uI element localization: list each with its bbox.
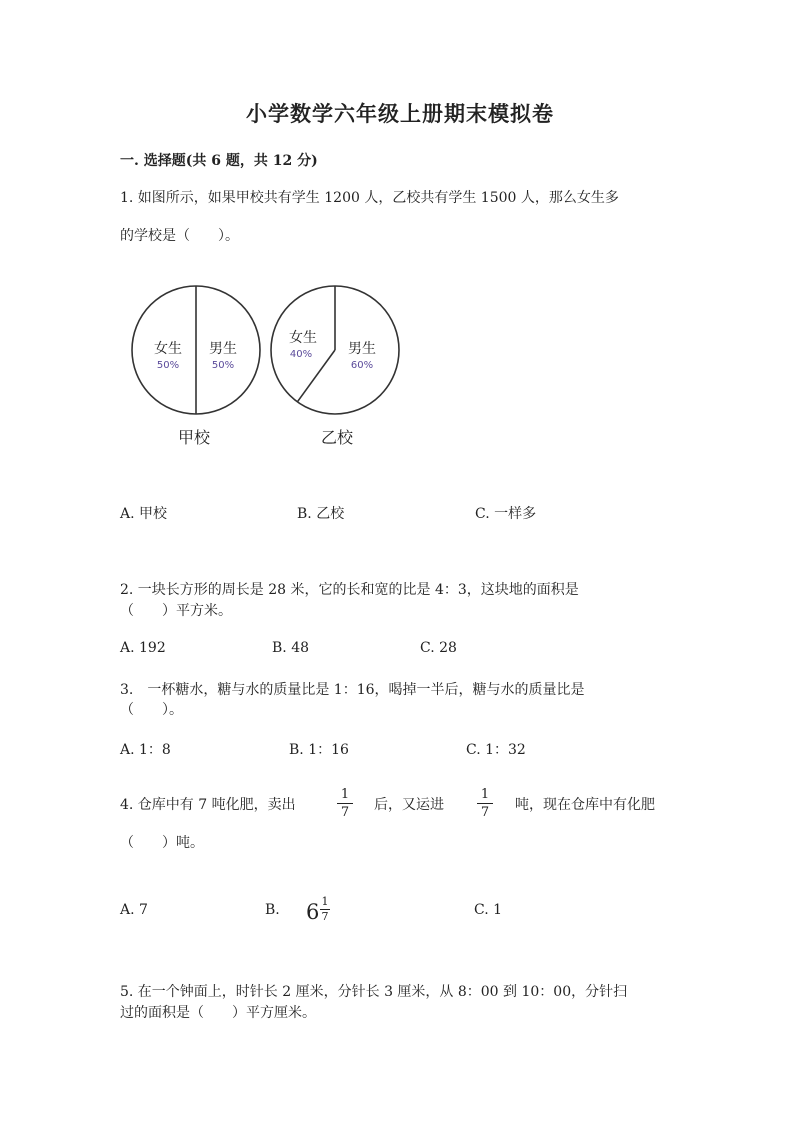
q1-text-line1: 1. 如图所示，如果甲校共有学生 1200 人，乙校共有学生 1500 人，那么女生多 — [120, 190, 619, 206]
q3-option-a[interactable]: A. 1：8 — [120, 742, 171, 758]
page-title: 小学数学六年级上册期末模拟卷 — [246, 101, 554, 126]
q2-text-line2: （ ）平方米。 — [120, 603, 232, 619]
pie-b-female-label: 女生 — [289, 330, 317, 346]
q4-option-c[interactable]: C. 1 — [474, 902, 503, 918]
pie-b-name: 乙校 — [320, 428, 354, 447]
pie-chart-school-a — [132, 286, 260, 447]
pie-a-male-pct: 50% — [211, 360, 235, 371]
q3-text-line2: （ ）。 — [120, 702, 183, 718]
q4-option-a[interactable]: A. 7 — [120, 902, 148, 918]
q3-option-c[interactable]: C. 1：32 — [466, 742, 526, 758]
pie-b-male-label: 男生 — [348, 341, 376, 357]
q4-option-b-mixed-number[interactable] — [306, 896, 334, 930]
pie-a-female-pct: 50% — [156, 360, 180, 371]
q4-option-b-num: 1 — [321, 895, 329, 908]
pie-chart-school-b — [271, 286, 399, 447]
q2-option-a[interactable]: A. 192 — [120, 640, 166, 656]
q4-fraction-sold-num: 1 — [340, 787, 350, 802]
q1-option-b[interactable]: B. 乙校 — [297, 506, 345, 522]
q5-text-line2: 过的面积是（ ）平方厘米。 — [120, 1005, 316, 1021]
q2-text-line1: 2. 一块长方形的周长是 28 米，它的长和宽的比是 4：3，这块地的面积是 — [120, 582, 579, 598]
q4-fraction-added-num: 1 — [480, 787, 490, 802]
pie-b-male-pct: 60% — [350, 360, 374, 371]
q4-option-b[interactable]: B. — [265, 902, 280, 918]
q1-pie-charts — [126, 280, 416, 455]
pie-a-female-label: 女生 — [154, 341, 182, 357]
q3-option-b[interactable]: B. 1：16 — [289, 742, 349, 758]
q4-fraction-sold-den: 7 — [340, 805, 350, 820]
section-heading: 一. 选择题(共 6 题，共 12 分) — [120, 153, 318, 169]
pie-a-name: 甲校 — [177, 428, 211, 447]
q4-text-line2: （ ）吨。 — [120, 835, 204, 851]
q3-text-line1: 3. 一杯糖水，糖与水的质量比是 1：16，喝掉一半后，糖与水的质量比是 — [120, 682, 585, 698]
q4-option-b-whole: 6 — [306, 900, 320, 924]
q1-option-a[interactable]: A. 甲校 — [120, 506, 168, 522]
q2-option-b[interactable]: B. 48 — [272, 640, 310, 656]
q4-text-part1: 4. 仓库中有 7 吨化肥，卖出 — [120, 797, 296, 813]
q4-fraction-added — [477, 787, 493, 820]
q4-option-b-fraction — [320, 896, 330, 923]
q1-text-line2: 的学校是（ ）。 — [120, 228, 239, 244]
q5-text-line1: 5. 在一个钟面上，时针长 2 厘米，分针长 3 厘米，从 8：00 到 10：00，分针扫 — [120, 984, 628, 1000]
q4-option-b-den: 7 — [321, 910, 329, 923]
q4-fraction-sold — [337, 787, 353, 820]
q4-text-part2: 后，又运进 — [374, 797, 444, 813]
q4-text-part3: 吨，现在仓库中有化肥 — [515, 797, 655, 813]
pie-a-male-label: 男生 — [209, 341, 237, 357]
q4-fraction-added-den: 7 — [480, 805, 490, 820]
q1-option-c[interactable]: C. 一样多 — [475, 506, 537, 522]
pie-b-female-pct: 40% — [289, 349, 313, 360]
q2-option-c[interactable]: C. 28 — [420, 640, 457, 656]
